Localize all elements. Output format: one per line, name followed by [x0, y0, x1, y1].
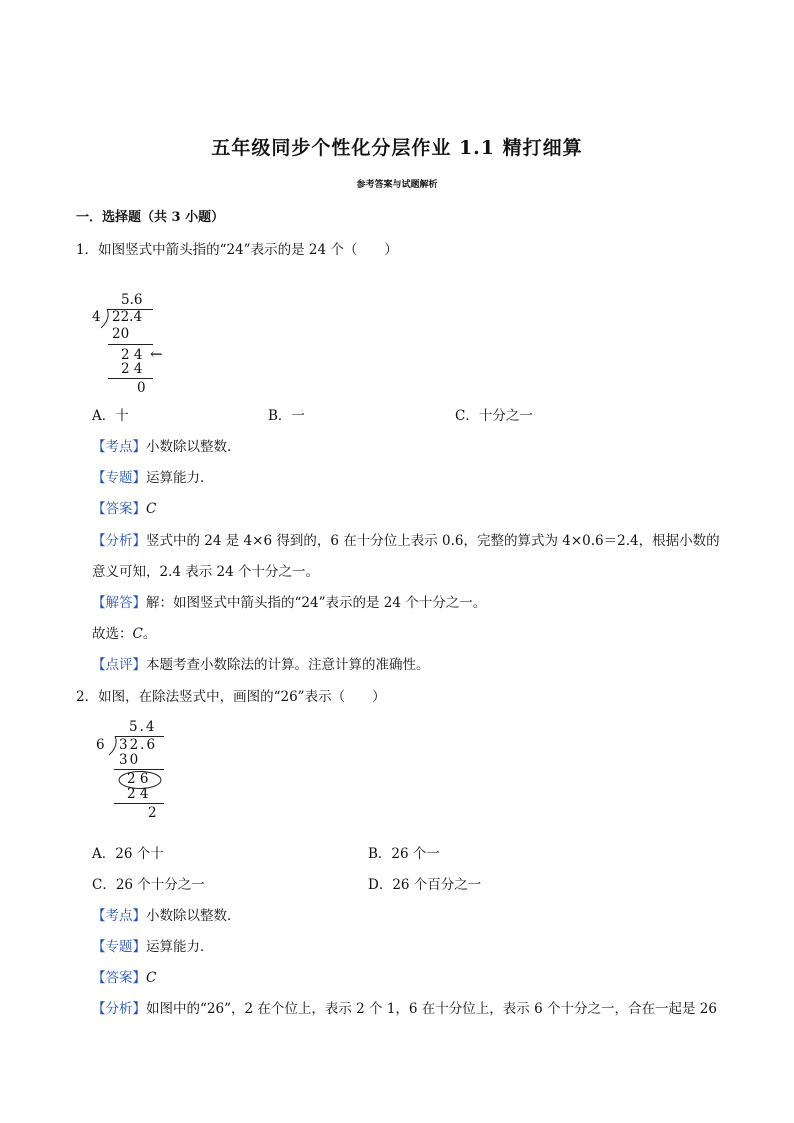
q1-remainder: 0: [137, 380, 146, 396]
q1-arrow: ←: [150, 345, 163, 363]
q1-dianping-text: 本题考查小数除法的计算。注意计算的准确性。: [146, 657, 430, 673]
q2-fenxi-text1: 如图中的“26”，2 在个位上，表示 2 个 1，6 在十分位上，表示 6 个十分之一，合在一起是 26: [146, 1001, 717, 1017]
q1-jieda-text: 解：如图竖式中箭头指的“24”表示的是 24 个十分之一。: [146, 595, 487, 611]
q2-kaodian: [92, 904, 241, 924]
q2-divisor: 6: [96, 737, 105, 753]
q1-dianping: [92, 653, 430, 673]
q2-answer: [92, 966, 156, 986]
q1-answer: [92, 497, 156, 517]
q1-fenxi-text1: 竖式中的 24 是 4×6 得到的，6 在十分位上表示 0.6，完整的算式为 4×0.6＝2.4，根据小数的: [146, 533, 720, 549]
q1-zhuanti-text: 运算能力．: [146, 470, 214, 486]
q1-fenxi-line1: [92, 529, 720, 549]
page-subtitle: 参考答案与试题解析: [356, 180, 438, 190]
label-zhuanti: 【专题】: [92, 470, 146, 486]
q1-stem: 1．如图竖式中箭头指的“24”表示的是 24 个（ ）: [76, 242, 398, 258]
q1-rule1: [108, 344, 153, 345]
q1-kaodian-text: 小数除以整数．: [146, 439, 241, 455]
q2-stem: 2．如图，在除法竖式中，画图的“26”表示（ ）: [76, 689, 386, 705]
q2-option-b: B．26 个一: [368, 846, 440, 862]
q1-select-suffix: 。: [142, 626, 157, 642]
label-daan: 【答案】: [92, 501, 146, 517]
q2-step2: 2 6: [127, 771, 149, 787]
q2-option-c: C．26 个十分之一: [92, 877, 205, 893]
q1-step3: 2 4: [121, 361, 143, 377]
q1-select: [92, 622, 156, 642]
q2-remainder: 2: [148, 805, 157, 821]
q1-answer-text: C: [146, 501, 157, 517]
page-title: 五年级同步个性化分层作业 1.1 精打细算: [211, 137, 583, 159]
q1-option-a: A．十: [92, 408, 129, 424]
label-dianping: 【点评】: [92, 657, 146, 673]
q2-quotient: 5.4: [129, 719, 157, 735]
section-heading: 一．选择题（共 3 小题）: [76, 210, 225, 225]
q1-select-answer: C: [132, 626, 143, 642]
q2-fenxi-line1: [92, 997, 717, 1017]
q2-division-bracket: [108, 736, 118, 756]
label-fenxi: 【分析】: [92, 1001, 146, 1017]
q1-fenxi-line2: 意义可知，2.4 表示 24 个十分之一。: [92, 564, 320, 580]
q2-answer-text: C: [146, 970, 157, 986]
q1-step2: 2 4: [121, 347, 143, 363]
q2-option-d: D．26 个百分之一: [368, 877, 482, 893]
q1-divisor: 4: [92, 309, 101, 325]
q1-jieda: [92, 591, 486, 611]
q2-kaodian-text: 小数除以整数．: [146, 908, 241, 924]
q2-option-a: A．26 个十: [92, 846, 164, 862]
label-fenxi: 【分析】: [92, 533, 146, 549]
q1-division-bracket: [100, 309, 110, 329]
q2-zhuanti: [92, 935, 214, 955]
q1-zhuanti: [92, 466, 214, 486]
q1-step1: 20: [112, 326, 130, 342]
q1-dividend: 22.4: [112, 309, 143, 325]
q1-select-prefix: 故选：: [92, 626, 133, 642]
label-zhuanti: 【专题】: [92, 939, 146, 955]
q1-option-b: B．一: [268, 408, 305, 424]
label-jieda: 【解答】: [92, 595, 146, 611]
label-kaodian: 【考点】: [92, 908, 146, 924]
label-daan: 【答案】: [92, 970, 146, 986]
q2-zhuanti-text: 运算能力．: [146, 939, 214, 955]
q2-step1: 30: [119, 752, 141, 768]
q1-rule2: [108, 378, 153, 379]
q2-dividend: 32.6: [119, 737, 158, 753]
q1-quotient: 5.6: [121, 292, 143, 308]
q1-option-c: C．十分之一: [455, 408, 533, 424]
label-kaodian: 【考点】: [92, 439, 146, 455]
q2-rule2: [114, 803, 164, 804]
q1-kaodian: [92, 435, 241, 455]
q2-step3: 2 4: [127, 786, 149, 802]
